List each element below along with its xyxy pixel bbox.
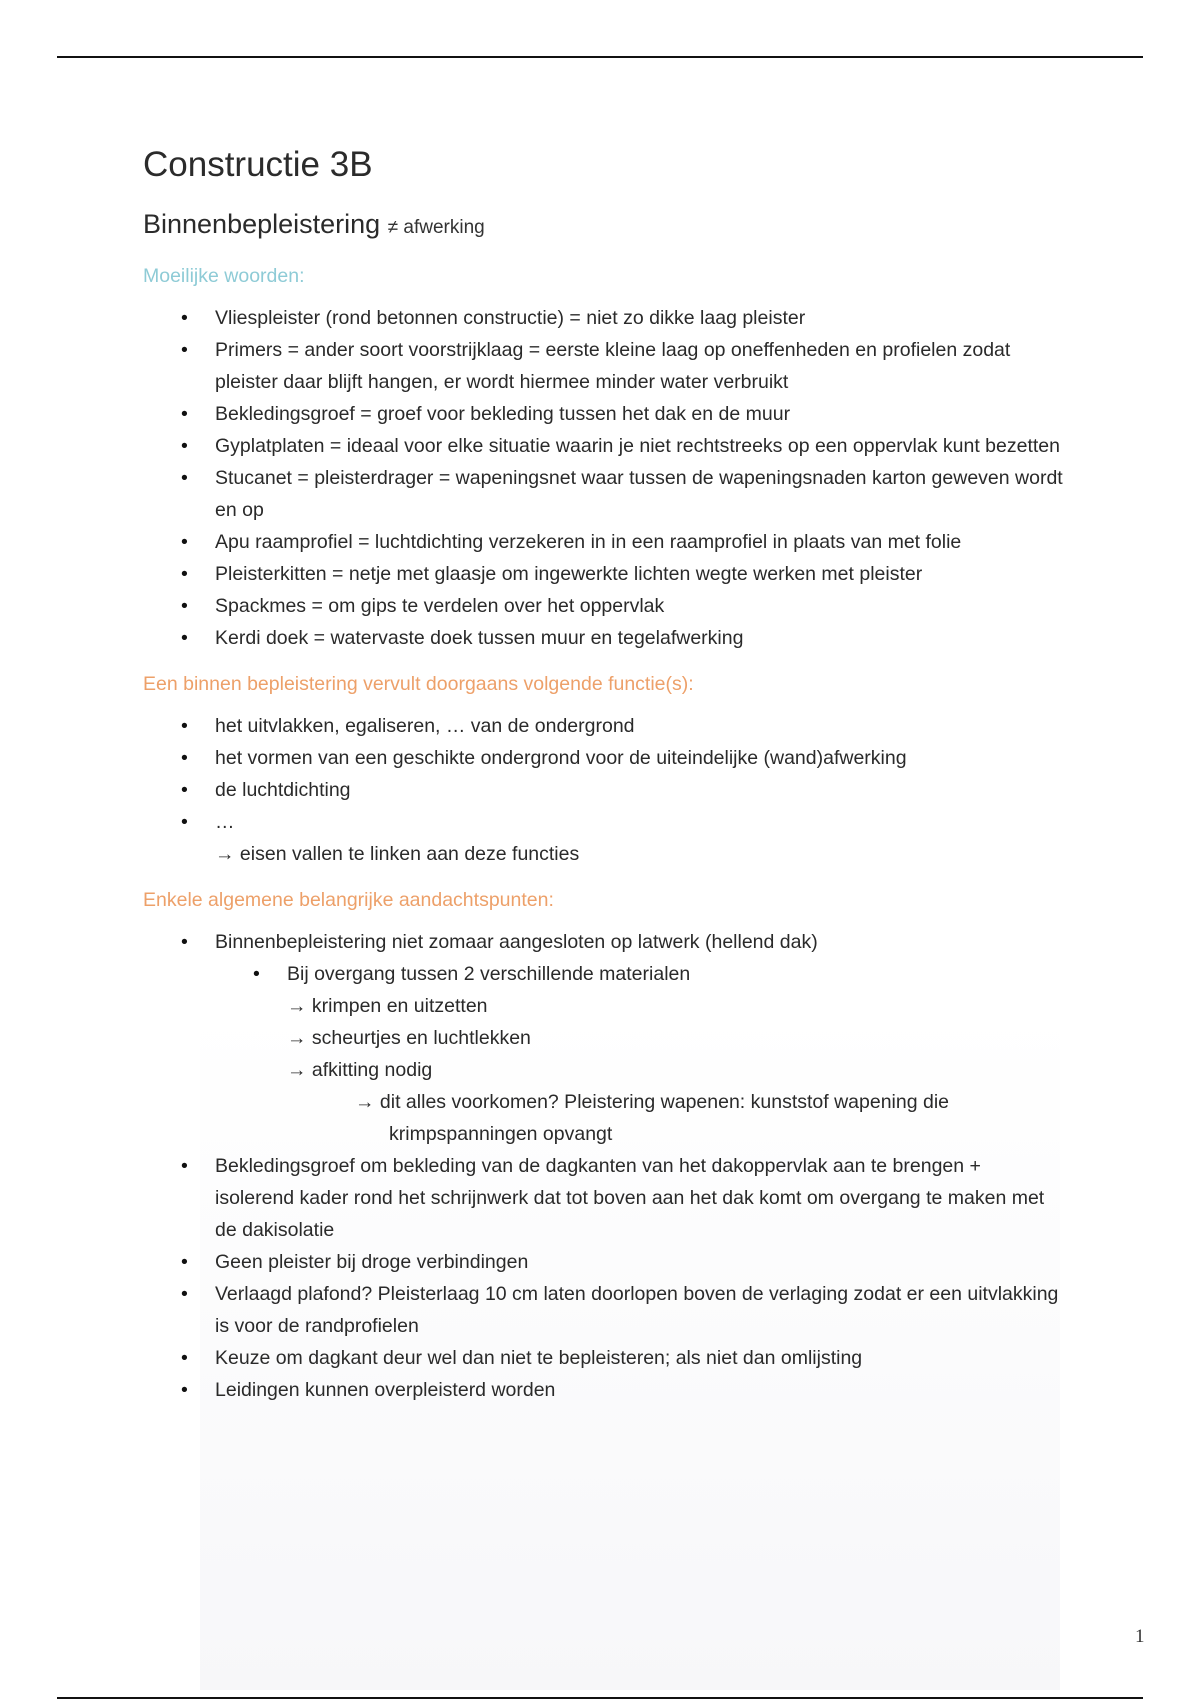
arrow-line-deep: → dit alles voorkomen? Pleistering wapenen: kunststof wapening die (355, 1091, 950, 1113)
list-item: • Apu raamprofiel = luchtdichting verzekeren in in een raamprofiel in plaats van met folie (143, 526, 1063, 558)
arrow-icon: → (287, 1059, 307, 1081)
list-item: • Primers = ander soort voorstrijklaag = eerste kleine laag op oneffenheden en profielen zodat pleister daar blijft hangen, er wordt hiermee minder water verbruikt (143, 334, 1063, 398)
list-item (143, 806, 1063, 870)
list-item: • Vliespleister (rond betonnen constructie) = niet zo dikke laag pleister (143, 302, 1063, 334)
list-item: • Keuze om dagkant deur wel dan niet te bepleisteren; als niet dan omlijsting (143, 1342, 1063, 1374)
subtitle-text: Binnenbepleistering (143, 209, 381, 239)
list-item: • Geen pleister bij droge verbindingen (143, 1246, 1063, 1278)
arrow-icon: → (287, 995, 307, 1017)
document-subtitle (143, 202, 1063, 246)
subtitle-note: ≠ afwerking (387, 217, 485, 238)
list-item: • Bekledingsgroef = groef voor bekleding tussen het dak en de muur (143, 398, 1063, 430)
list-item: • de luchtdichting (143, 774, 1063, 806)
list-item: • Gyplatplaten = ideaal voor elke situatie waarin je niet rechtstreeks op een oppervlak kunt bezetten (143, 430, 1063, 462)
section-heading-attention-points: Enkele algemene belangrijke aandachtspunten: (143, 889, 554, 911)
arrow-icon: → (355, 1091, 375, 1113)
bottom-rule (57, 1697, 1143, 1699)
list-item: • Spackmes = om gips te verdelen over het oppervlak (143, 590, 1063, 622)
arrow-line: → krimpen en uitzetten (287, 995, 488, 1017)
list-item-text: Binnenbepleistering niet zomaar aangesloten op latwerk (hellend dak) (215, 931, 818, 953)
page-number: 1 (1135, 1626, 1145, 1647)
sub-list-item: • Bij overgang tussen 2 verschillende materialen (215, 958, 1063, 990)
arrow-icon: → (287, 1027, 307, 1049)
list-item: • Stucanet = pleisterdrager = wapeningsnet waar tussen de wapeningsnaden karton geweven wordt en op (143, 462, 1063, 526)
section-heading-difficult-words: Moeilijke woorden: (143, 265, 305, 287)
section-heading-functions: Een binnen bepleistering vervult doorgaans volgende functie(s): (143, 673, 694, 695)
document-title: Constructie 3B (143, 145, 373, 184)
arrow-line: → afkitting nodig (287, 1059, 433, 1081)
sub-list (215, 958, 1063, 990)
arrow-line: → scheurtjes en luchtlekken (287, 1027, 531, 1049)
list-item: • Kerdi doek = watervaste doek tussen muur en tegelafwerking (143, 622, 1063, 654)
list-item: • Verlaagd plafond? Pleisterlaag 10 cm laten doorlopen boven de verlaging zodat er een uitvlakking is voor de randprofielen (143, 1278, 1063, 1342)
difficult-words-list (143, 302, 1063, 654)
list-item (143, 926, 1063, 1150)
list-item: • Bekledingsgroef om bekleding van de dagkanten van het dakoppervlak aan te brengen + isolerend kader rond het schrijnwerk dat tot boven aan het dak komt om overgang te maken met de dakisolatie (143, 1150, 1063, 1246)
ellipsis-text: … (215, 811, 235, 833)
arrow-line-deep-continued: krimpspanningen opvangt (389, 1123, 613, 1145)
list-item: • Leidingen kunnen overpleisterd worden (143, 1374, 1063, 1406)
functions-list (143, 710, 1063, 870)
document-body (143, 140, 1063, 1406)
arrow-icon: → (215, 843, 235, 865)
attention-points-list (143, 926, 1063, 1406)
list-item: • het vormen van een geschikte ondergrond voor de uiteindelijke (wand)afwerking (143, 742, 1063, 774)
arrow-note: → eisen vallen te linken aan deze functies (215, 843, 580, 865)
top-rule (57, 56, 1143, 58)
list-item: • Pleisterkitten = netje met glaasje om ingewerkte lichten wegte werken met pleister (143, 558, 1063, 590)
list-item: • het uitvlakken, egaliseren, … van de ondergrond (143, 710, 1063, 742)
